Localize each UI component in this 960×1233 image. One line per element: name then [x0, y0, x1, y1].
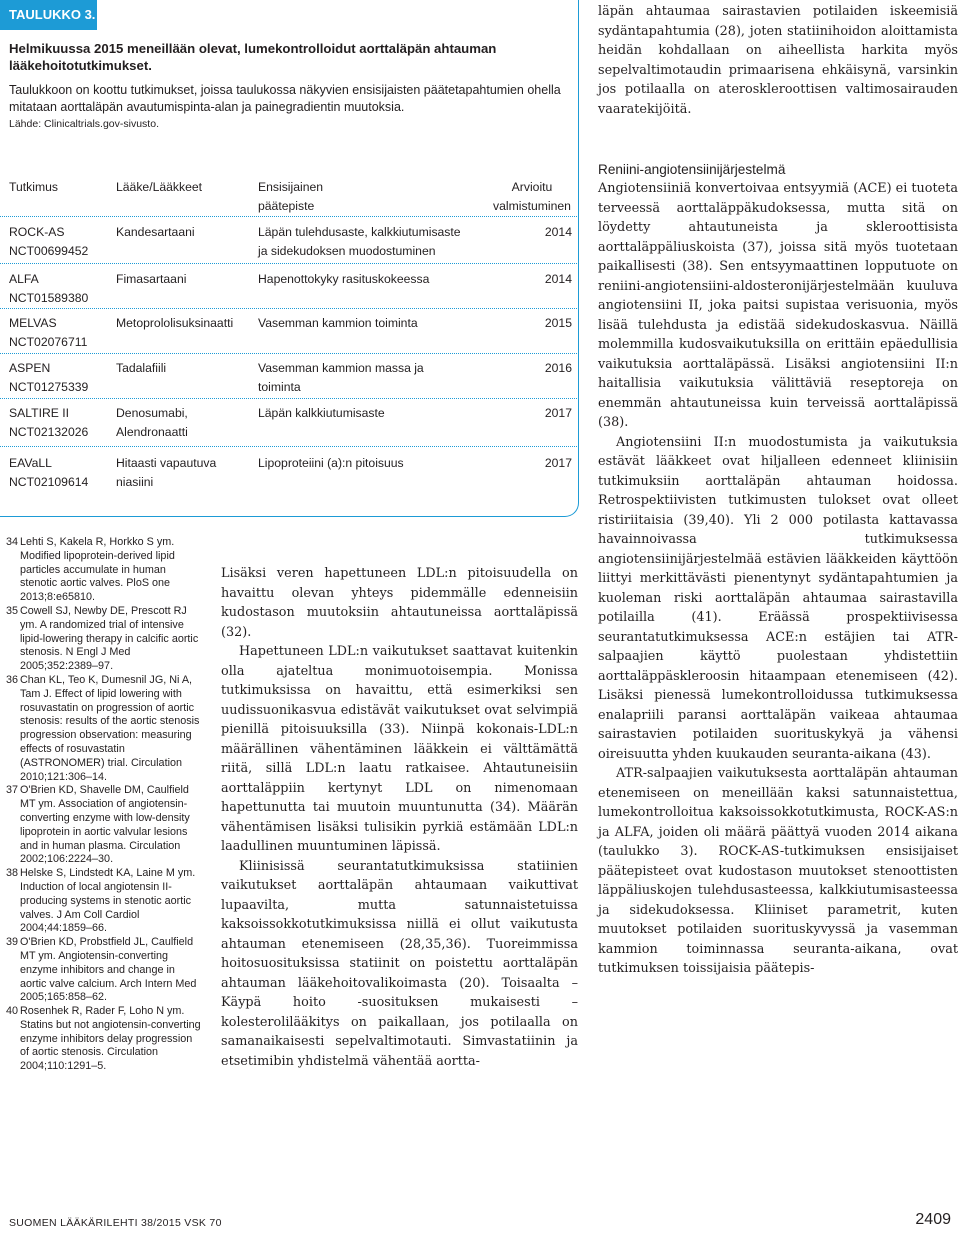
table-description: Taulukkoon on koottu tutkimukset, joissa taulukossa näkyvien ensisijaisten päätetapahtumien ohella mitataan aorttaläpän avautumispinta-alan ja painegradientin muutoksia. — [9, 83, 561, 114]
section-heading: Reniini-angiotensiinijärjestelmä — [598, 162, 786, 177]
endpoint-text: Lipoproteiini (a):n pitoisuus — [258, 456, 404, 470]
reference-number: 38 — [6, 867, 19, 880]
reference-text: Rosenhek R, Rader F, Loho N ym. Statins but not angiotensin-converting enzyme inhibitors delay progression of aortic stenosis. Circulation 2004;110:1291–5. — [20, 1005, 201, 1073]
study-name: SALTIRE II — [9, 406, 70, 420]
reference-text: Lehti S, Kakela R, Horkko S ym. Modified lipoprotein-derived lipid particles accumulate in human stenotic aortic valves. PloS one 2013;8:e65810. — [20, 536, 175, 604]
table-divider — [0, 308, 577, 309]
header-endpoint-line1: Ensisijainen — [258, 180, 324, 194]
table-divider — [0, 353, 577, 354]
header-completion-line1: Arvioitu — [511, 180, 553, 194]
body-paragraph: Kliinisissä seurantatutkimuksissa statiinien vaikutukset aorttaläpän ahtaumaan vaikuttivat lupaavilta, mutta satunnaistetuissa kaksoissokkotutkimuksissa niillä ei ollut vaikutusta ahtauman etenemiseen (28,35,36). Tuoreimmissa hoitosuosituksissa statiinit on poistettu aorttaläpän ahtauman lääkehoitovalikoimasta (20). Toisaalta – Käypä hoito -suosituksen mukaisesti – kolesterolilääkitys on paikallaan, jos potilaalla on samanaikaisesti sepelvaltimotauti. Simvastatiinin ja etsetimibin yhdistelmä vähentää aortta- — [221, 858, 578, 1069]
table-label: TAULUKKO 3. — [0, 0, 97, 30]
endpoint-text-line2: toiminta — [258, 380, 301, 394]
drug-name: Tadalafiili — [116, 361, 167, 375]
reference-number: 35 — [6, 604, 19, 617]
drug-name: Fimasartaani — [116, 272, 187, 286]
header-endpoint-line2: päätepiste — [258, 199, 315, 213]
completion-year: 2017 — [544, 456, 572, 470]
completion-year: 2017 — [544, 406, 572, 420]
completion-year: 2016 — [544, 361, 572, 375]
header-drug: Lääke/Lääkkeet — [116, 180, 203, 194]
header-study: Tutkimus — [9, 180, 58, 194]
study-id: NCT02132026 — [9, 425, 89, 439]
drug-name-line2: Alendronaatti — [116, 425, 188, 439]
completion-year: 2014 — [544, 272, 572, 286]
body-paragraph: Angiotensiiniä konvertoivaa entsyymiä (ACE) ei tuoteta terveessä aorttaläppäkudoksessa, mutta sitä on löydetty ahtautuneista ja skleroottisista aorttaläppäliuskoista (37), joissa sitä myös tuotetaan paikallisesti (38). Sen entsyymaattinen lopputuote on reniini-angiotensiini-aldosteronijärjestelmään kuuluva angiotensiini II, joka paitsi supistaa verisuonia, myös lisää tulehdusta ja edistää sidekudoskasvua. Näillä molemmilla kudosvaikutuksilla on erittäin epäedullisia vaikutuksia aorttaläpässä. Lisäksi angiotensiini II:n haitallisia vaikutuksia välittäviä reseptoreja on enemmän ahtautuneissa kuin terveissä aorttaläpissä (38). — [598, 181, 958, 430]
reference-number: 34 — [6, 536, 19, 548]
table-box — [0, 0, 579, 517]
reference-item — [6, 536, 202, 605]
header-completion — [490, 178, 574, 216]
study-name: ROCK-AS — [9, 225, 65, 239]
drug-name-line2: niasiini — [116, 475, 154, 489]
drug-name: Kandesartaani — [116, 225, 195, 239]
middle-column — [221, 564, 578, 1071]
header-endpoint — [258, 178, 488, 216]
study-name: ALFA — [9, 272, 39, 286]
reference-number: 39 — [6, 936, 19, 949]
reference-item — [6, 867, 202, 936]
endpoint-text: Läpän kalkkiutumisaste — [258, 406, 385, 420]
reference-text: O'Brien KD, Probstfield JL, Caulfield MT ym. Angiotensin-converting enzyme inhibitors and change in aortic valve calcium. Arch Intern Med 2005;165:858–62. — [20, 936, 197, 1004]
table-divider — [0, 216, 577, 217]
study-id: NCT02076711 — [9, 335, 88, 349]
endpoint-text: Läpän tulehdusaste, kalkkiutumisaste — [258, 225, 461, 239]
table-intro — [9, 40, 565, 133]
header-completion-line2: valmistuminen — [493, 199, 571, 213]
study-name: EAVaLL — [9, 456, 52, 470]
drug-name: Hitaasti vapautuva — [116, 456, 217, 470]
reference-text: Chan KL, Teo K, Dumesnil JG, Ni A, Tam J. Effect of lipid lowering with rosuvastatin on progression of aortic stenosis: results of the aortic stenosis progression observation: measuring effects of rosuvastatin (ASTRONOMER) trial. Circulation 2010;121:306–14. — [20, 673, 200, 783]
reference-item — [6, 605, 202, 674]
reference-text: Cowell SJ, Newby DE, Prescott RJ ym. A randomized trial of intensive lipid-lowering therapy in calcific aortic stenosis. N Engl J Med 2005;352:2389–97. — [20, 604, 199, 673]
reference-item — [6, 674, 202, 784]
reference-item — [6, 1005, 202, 1074]
study-id: NCT01275339 — [9, 380, 89, 394]
completion-year: 2014 — [544, 225, 572, 239]
right-column-top — [598, 2, 958, 119]
reference-number: 36 — [6, 673, 19, 686]
table-source: Lähde: Clinicaltrials.gov-sivusto. — [9, 118, 159, 130]
body-paragraph: Lisäksi veren hapettuneen LDL:n pitoisuudella on havaittu olevan yhteys pidemmälle edenneisiin kudostason muutoksiin ahtautuneissa aorttaläpissä (32). — [221, 566, 578, 640]
table-divider — [0, 446, 577, 447]
right-column — [598, 160, 958, 979]
endpoint-text-line2: ja sidekudoksen muodostuminen — [258, 244, 436, 258]
reference-item — [6, 936, 202, 1005]
reference-text: Helske S, Lindstedt KA, Laine M ym. Induction of local angiotensin II-producing systems in stenotic aortic valves. J Am Coll Cardiol 2004;44:1859–66. — [20, 867, 196, 935]
completion-year: 2015 — [544, 316, 572, 330]
reference-number: 40 — [6, 1005, 19, 1018]
drug-name: Denosumabi, — [116, 406, 188, 420]
endpoint-text: Hapenottokyky rasituskokeessa — [258, 272, 430, 286]
reference-number: 37 — [6, 784, 19, 797]
body-paragraph: ATR-salpaajien vaikutuksesta aorttaläpän ahtauman etenemiseen on meneillään kaksi satunnaistettua, lumekontrolloitua kaksoissokkotutkimusta, ROCK-AS:n ja ALFA, joiden oli määrä päättyä vuoden 2014 aikana (taulukko 3). ROCK-AS-tutkimuksen ensisijaiset päätepisteet ovat kudostason muutokset stenoottisten läppäliuskojen tulehdusasteessa, kalkkiutumisasteessa ja sidekudoksessa. Kliiniset parametrit, kuten muutokset potilaiden suorituskyvyssä ja vasemman kammion toiminnassa seuranta-aikana, ovat tutkimuksen toissijaisia päätepis- — [598, 766, 958, 976]
study-id: NCT02109614 — [9, 475, 89, 489]
endpoint-text: Vasemman kammion toiminta — [258, 316, 418, 330]
study-id: NCT01589380 — [9, 291, 89, 305]
page-number: 2409 — [915, 1211, 951, 1228]
reference-text: O'Brien KD, Shavelle DM, Caulfield MT ym. Association of angiotensin-converting enzyme with low-density lipoprotein in aortic valvular lesions and in human plasma. Circulation 2002;106:2224–30. — [20, 784, 190, 866]
table-title: Helmikuussa 2015 meneillään olevat, lumekontrolloidut aorttaläpän ahtauman lääkehoitotutkimukset. — [9, 41, 497, 73]
body-paragraph: Hapettuneen LDL:n vaikutukset saattavat kuitenkin olla ajateltua monimuotoisempia. Monissa tutkimuksissa on havaittu, että esimerkiksi sen uudissuonikasvua edistävät vaikutukset ovat selvimpiä pienillä pitoisuuksilla (33). Niinpä kokonais-LDL:n määrällinen vähentäminen lääkkein ei välttämättä riitä, sillä LDL:n laatu ratkaisee. Ahtautuneisiin aorttaläppiin kertynyt LDL on nimenomaan hapettunutta tai muutoin muuntunutta (34). Määrän vähentämisen lisäksi tulisikin pyrkiä estämään LDL:n laadullinen muuntuminen läpissä. — [221, 644, 578, 854]
reference-list — [6, 536, 202, 1074]
drug-name: Metoprololisuksinaatti — [116, 316, 234, 330]
body-paragraph: läpän ahtaumaa sairastavien potilaiden iskeemisiä sydäntapahtumia (28), joten statiinihoidon aloittamista heidän kohdallaan on aiheellista harkita myös sepelvaltimotaudin primaarisena ehkäisynä, varsinkin jos potilaalla on ateroskleroottisen valtimosairauden vaaratekijöitä. — [598, 4, 958, 117]
study-name: ASPEN — [9, 361, 51, 375]
reference-item — [6, 784, 202, 867]
table-divider — [0, 263, 577, 264]
journal-footer: SUOMEN LÄÄKÄRILEHTI 38/2015 VSK 70 — [9, 1217, 222, 1229]
endpoint-text: Vasemman kammion massa ja — [258, 361, 424, 375]
body-paragraph: Angiotensiini II:n muodostumista ja vaikutuksia estävät lääkkeet ovat hiljalleen edenneet kliinisiin tutkimuksiin aorttaläpän ahtauman hoidossa. Retrospektiivisten tutkimusten tulokset ovat olleet ristiriitaisia (39,40). Yli 2 000 potilasta kattavassa havainnoivassa tutkimuksessa angiotensiinijärjestelmää estävien lääkkeiden käyttöön liittyi merkittävästi pienentynyt sydäntapahtumien ja kuoleman riski aorttaläpän ahtaumaa sairastavilla potilailla (41). Eräässä prospektiivisessa seurantatutkimuksessa ACE:n estäjien tai ATR-salpaajien käyttö puolestaan yhdistettiin aorttaläppäskleroosin hitaampaan etenemiseen (42). Lisäksi pienessä lumekontrolloidussa tutkimuksessa enalapriili paransi aorttaläpän vaikeaa ahtaumaa sairastavien potilaiden suorituskykyä ja vähensi oireisuutta yhden kuukauden seuranta-aikana (43). — [598, 434, 958, 762]
study-id: NCT00699452 — [9, 244, 89, 258]
table-divider — [0, 398, 577, 399]
study-name: MELVAS — [9, 316, 57, 330]
